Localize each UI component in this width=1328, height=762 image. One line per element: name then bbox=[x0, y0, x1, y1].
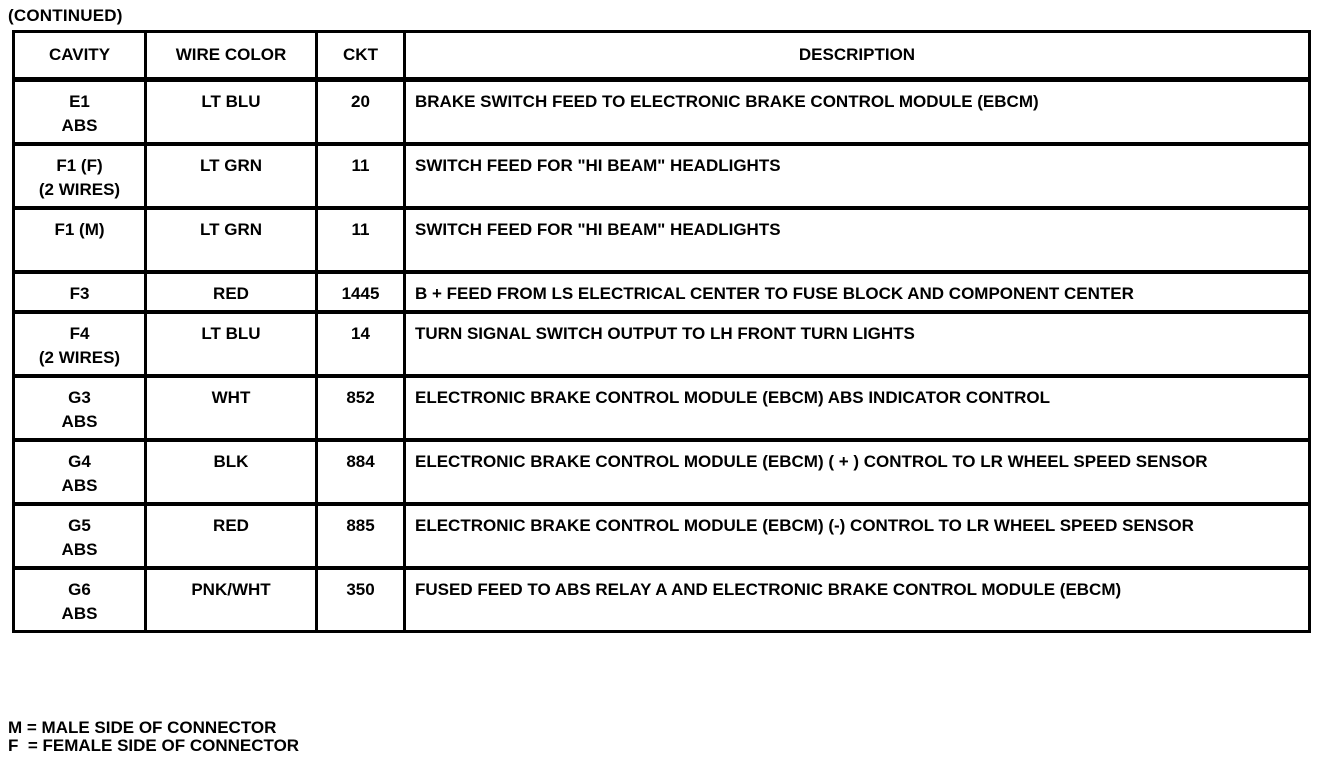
description-cell: ELECTRONIC BRAKE CONTROL MODULE (EBCM) ABS INDICATOR CONTROL bbox=[405, 376, 1310, 440]
connector-legend bbox=[8, 719, 299, 755]
cavity-cell bbox=[14, 568, 146, 632]
cavity-cell bbox=[14, 376, 146, 440]
table-row bbox=[14, 208, 1310, 272]
cavity-cell bbox=[14, 144, 146, 208]
wire-color-cell: BLK bbox=[146, 440, 317, 504]
connector-wiring-table bbox=[12, 30, 1311, 633]
description-cell: FUSED FEED TO ABS RELAY A AND ELECTRONIC BRAKE CONTROL MODULE (EBCM) bbox=[405, 568, 1310, 632]
cavity-cell bbox=[14, 80, 146, 144]
description-cell: B + FEED FROM LS ELECTRICAL CENTER TO FUSE BLOCK AND COMPONENT CENTER bbox=[405, 272, 1310, 312]
cavity-cell bbox=[14, 272, 146, 312]
ckt-cell: 11 bbox=[317, 144, 405, 208]
ckt-cell: 14 bbox=[317, 312, 405, 376]
cavity-note: ABS bbox=[61, 116, 98, 135]
cavity-note: ABS bbox=[61, 603, 98, 623]
cavity-cell bbox=[14, 440, 146, 504]
table-row bbox=[14, 144, 1310, 208]
ckt-cell: 11 bbox=[317, 208, 405, 272]
column-header-wire-color: WIRE COLOR bbox=[146, 32, 317, 80]
table-header-row bbox=[14, 32, 1310, 80]
wire-color-cell: PNK/WHT bbox=[146, 568, 317, 632]
legend-male: M = MALE SIDE OF CONNECTOR bbox=[8, 718, 277, 737]
legend-female: F = FEMALE SIDE OF CONNECTOR bbox=[8, 736, 300, 755]
table-row bbox=[14, 440, 1310, 504]
table-row bbox=[14, 80, 1310, 144]
cavity-note: ABS bbox=[61, 411, 98, 431]
description-cell: ELECTRONIC BRAKE CONTROL MODULE (EBCM) ( + ) CONTROL TO LR WHEEL SPEED SENSOR bbox=[405, 440, 1310, 504]
cavity-cell bbox=[14, 208, 146, 272]
description-cell: TURN SIGNAL SWITCH OUTPUT TO LH FRONT TURN LIGHTS bbox=[405, 312, 1310, 376]
description-cell: BRAKE SWITCH FEED TO ELECTRONIC BRAKE CONTROL MODULE (EBCM) bbox=[405, 80, 1310, 144]
column-header-description: DESCRIPTION bbox=[405, 32, 1310, 80]
cavity-note: (2 WIRES) bbox=[38, 179, 121, 199]
cavity-id: F3 bbox=[69, 283, 90, 303]
ckt-cell: 350 bbox=[317, 568, 405, 632]
cavity-id: G6 bbox=[68, 579, 91, 599]
table-row bbox=[14, 272, 1310, 312]
cavity-cell bbox=[14, 504, 146, 568]
column-header-ckt: CKT bbox=[317, 32, 405, 80]
ckt-cell: 884 bbox=[317, 440, 405, 504]
wire-color-cell: LT BLU bbox=[146, 312, 317, 376]
cavity-cell bbox=[14, 312, 146, 376]
cavity-note: ABS bbox=[61, 475, 98, 495]
cavity-id: F1 (M) bbox=[54, 219, 105, 239]
cavity-id: F4 bbox=[69, 323, 90, 343]
wire-color-cell: LT GRN bbox=[146, 144, 317, 208]
continued-label: (CONTINUED) bbox=[8, 6, 123, 25]
table-row bbox=[14, 504, 1310, 568]
wire-color-cell: RED bbox=[146, 272, 317, 312]
cavity-id: G4 bbox=[68, 451, 91, 471]
wire-color-cell: WHT bbox=[146, 376, 317, 440]
description-cell: ELECTRONIC BRAKE CONTROL MODULE (EBCM) (-) CONTROL TO LR WHEEL SPEED SENSOR bbox=[405, 504, 1310, 568]
table-row bbox=[14, 312, 1310, 376]
description-cell: SWITCH FEED FOR "HI BEAM" HEADLIGHTS bbox=[405, 144, 1310, 208]
description-cell: SWITCH FEED FOR "HI BEAM" HEADLIGHTS bbox=[405, 208, 1310, 272]
ckt-cell: 885 bbox=[317, 504, 405, 568]
ckt-cell: 20 bbox=[317, 80, 405, 144]
table-row bbox=[14, 568, 1310, 632]
cavity-id: G5 bbox=[68, 515, 91, 535]
cavity-note: (2 WIRES) bbox=[38, 347, 121, 367]
table-row bbox=[14, 376, 1310, 440]
wire-color-cell: LT BLU bbox=[146, 80, 317, 144]
cavity-id: E1 bbox=[69, 92, 90, 111]
ckt-cell: 852 bbox=[317, 376, 405, 440]
cavity-note: ABS bbox=[61, 539, 98, 559]
wire-color-cell: RED bbox=[146, 504, 317, 568]
column-header-cavity: CAVITY bbox=[14, 32, 146, 80]
cavity-id: F1 (F) bbox=[56, 155, 103, 175]
ckt-cell: 1445 bbox=[317, 272, 405, 312]
cavity-id: G3 bbox=[68, 387, 91, 407]
wire-color-cell: LT GRN bbox=[146, 208, 317, 272]
